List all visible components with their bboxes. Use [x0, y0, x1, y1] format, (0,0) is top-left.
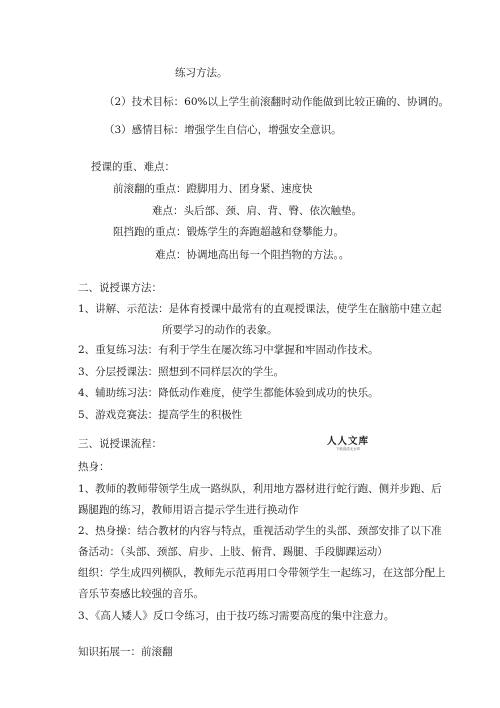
- text-line-10: 1、讲解、示范法：是体育授课中最常有的直观授课法，使学生在脑筋中建立起: [78, 303, 442, 315]
- text-line-17: 热身：: [78, 461, 110, 473]
- text-line-1: 练习方法。: [175, 67, 228, 79]
- text-line-24: 3、《高人矮人》反口令练习，由于技巧练习需要高度的集中注意力。: [78, 610, 395, 622]
- watermark-logo: [320, 436, 376, 452]
- logo-subtitle: 下载高清无水印: [335, 447, 361, 451]
- text-line-25: 知识拓展一：前滚翻: [78, 646, 173, 658]
- logo-title: 人人文库: [326, 436, 369, 447]
- section-heading-key-points: 授课的重、难点：: [91, 161, 175, 173]
- section-heading-3: 三、说授课流程：: [78, 438, 162, 450]
- text-line-5: 前滚翻的重点：蹬脚用力、团身紧、速度快: [113, 183, 313, 195]
- text-line-23: 音乐节奏感比较强的音乐。: [78, 588, 204, 600]
- text-line-11: 所要学习的动作的表象。: [162, 324, 278, 336]
- text-line-12: 2、重复练习法：有利于学生在屡次练习中掌握和牢固动作技术。: [78, 344, 379, 356]
- text-line-2: （2）技术目标：60%以上学生前滚翻时动作能做到比较正确的、协调的。: [104, 96, 450, 108]
- text-line-20: 2、热身操：结合教材的内容与特点，重视活动学生的头部、颈部安排了以下准: [78, 525, 442, 537]
- section-heading-2: 二、说授课方法：: [78, 282, 162, 294]
- text-line-21: 备活动：（头部、颈部、肩步、上肢、俯背、踢腿、手段脚踝运动）: [78, 546, 388, 558]
- text-line-13: 3、分层授课法：照想到不同样层次的学生。: [78, 366, 285, 378]
- text-line-6: 难点：头后部、颈、肩、背、臀、依次触垫。: [152, 205, 362, 217]
- text-line-3: （3）感情目标：增强学生自信心，增强安全意识。: [104, 124, 342, 136]
- text-line-14: 4、辅助练习法：降低动作难度，使学生都能体验到成功的快乐。: [78, 387, 379, 399]
- text-line-7: 阻挡跑的重点：锻炼学生的奔跑超越和登攀能力。: [113, 226, 344, 238]
- text-line-15: 5、游戏竞赛法：提高学生的积极性: [78, 409, 243, 421]
- text-line-19: 踢腿跑的练习，教师用语言提示学生进行换动作: [78, 504, 299, 516]
- text-line-18: 1、教师的教师带领学生成一路纵队，利用地方器材进行蛇行跑、侧并步跑、后: [78, 483, 442, 495]
- text-line-8: 难点：协调地高出每一个阻挡物的方法。。: [155, 249, 350, 261]
- text-line-22: 组织：学生成四列横队，教师先示范再用口令带领学生一起练习，在这部分配上: [78, 567, 446, 579]
